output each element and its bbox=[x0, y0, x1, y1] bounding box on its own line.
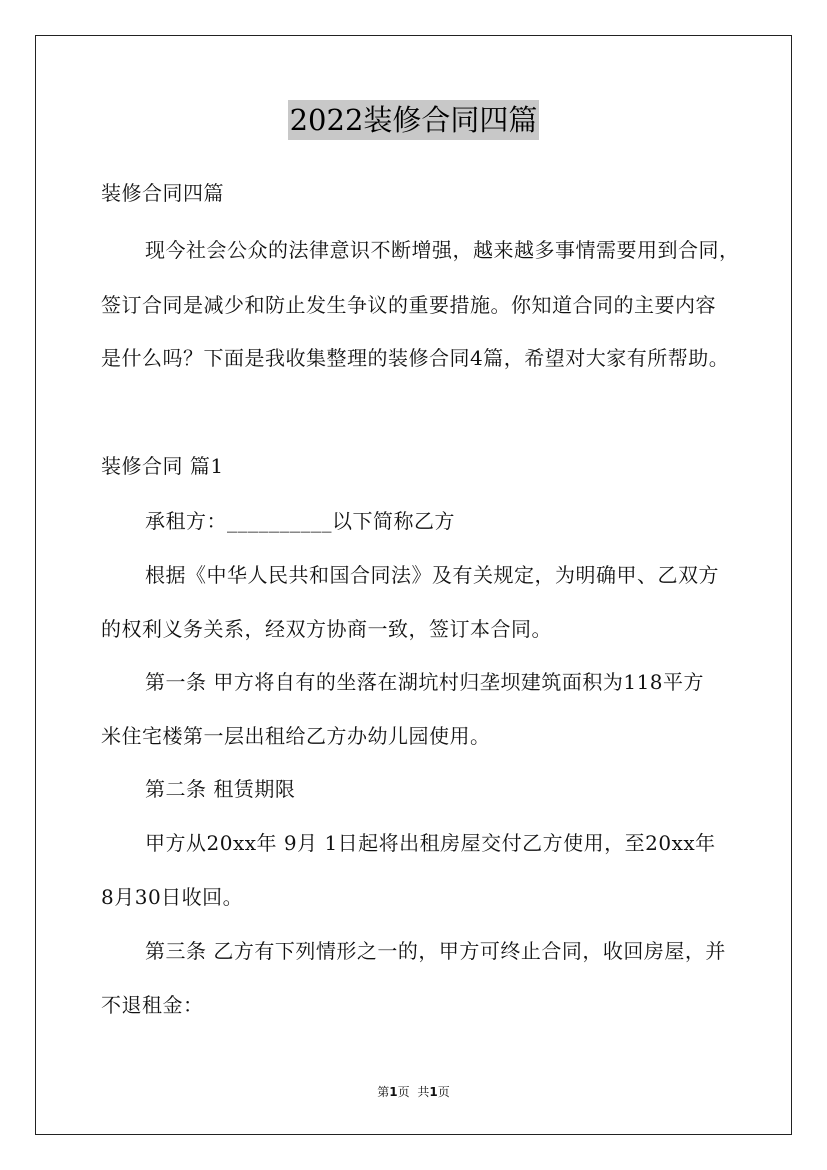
paragraph-line: 甲方从20xx年 9月 1日起将出租房屋交付乙方使用，至20xx年 bbox=[145, 831, 716, 855]
paragraph-line: 第三条 乙方有下列情形之一的，甲方可终止合同，收回房屋，并 bbox=[145, 939, 726, 963]
total-label-prefix: 共 bbox=[417, 1085, 430, 1099]
page-number: 1 bbox=[389, 1085, 398, 1099]
page-label-prefix: 第 bbox=[377, 1085, 390, 1099]
paragraph-line: 签订合同是减少和防止发生争议的重要措施。你知道合同的主要内容 bbox=[101, 293, 716, 317]
paragraph-line: 不退租金： bbox=[101, 993, 204, 1017]
document-title-container bbox=[0, 100, 827, 140]
page-footer bbox=[0, 1083, 827, 1100]
paragraph-line: 根据《中华人民共和国合同法》及有关规定，为明确甲、乙双方 bbox=[145, 563, 719, 587]
paragraph-line: 是什么吗？下面是我收集整理的装修合同4篇，希望对大家有所帮助。 bbox=[101, 346, 730, 370]
paragraph-line: 米住宅楼第一层出租给乙方办幼儿园使用。 bbox=[101, 724, 491, 748]
section-heading: 装修合同 篇1 bbox=[101, 454, 224, 478]
paragraph-line: 第一条 甲方将自有的坐落在湖坑村归垄坝建筑面积为118平方 bbox=[145, 670, 705, 694]
total-pages: 1 bbox=[429, 1085, 438, 1099]
paragraph-line: 第二条 租赁期限 bbox=[145, 777, 296, 801]
document-title: 2022装修合同四篇 bbox=[288, 100, 540, 140]
paragraph-line: 现今社会公众的法律意识不断增强，越来越多事情需要用到合同， bbox=[145, 238, 740, 262]
section-heading: 装修合同四篇 bbox=[101, 181, 224, 205]
total-label-suffix: 页 bbox=[437, 1085, 450, 1099]
paragraph-line: 承租方：__________以下简称乙方 bbox=[145, 509, 455, 533]
paragraph-line: 8月30日收回。 bbox=[101, 885, 244, 909]
page-label-suffix: 页 bbox=[397, 1085, 410, 1099]
paragraph-line: 的权利义务关系，经双方协商一致，签订本合同。 bbox=[101, 617, 552, 641]
